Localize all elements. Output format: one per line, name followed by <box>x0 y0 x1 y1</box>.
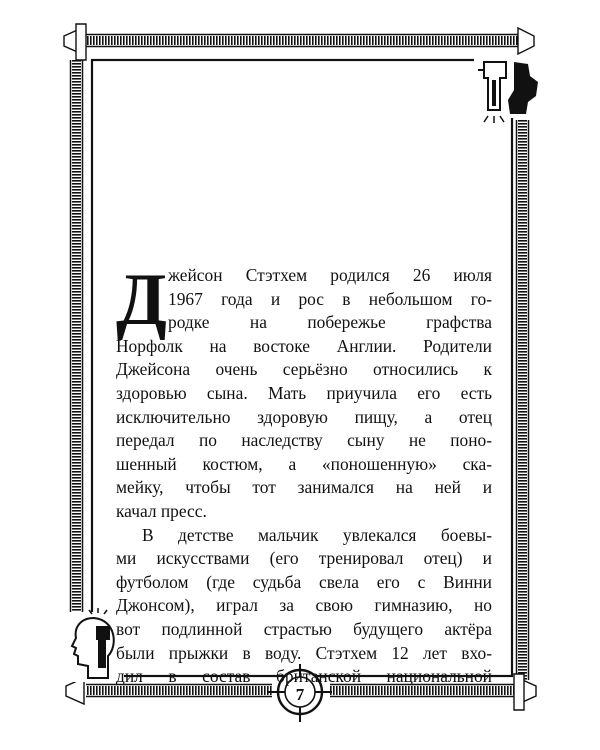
text-line: передал по наследству сыну не поно- <box>116 430 492 451</box>
page-number: 7 <box>295 685 305 704</box>
text-line: мейку, чтобы тот занимался на ней и <box>116 477 492 498</box>
text-line: исключительно здоровую пищу, а отец <box>116 406 492 427</box>
frame-ticks-left <box>71 60 83 620</box>
frame-ticks-top <box>86 35 518 47</box>
text-line: 1967 года и рос в небольшом го- <box>168 288 492 309</box>
text-line: шенный костюм, а «поношенную» ска- <box>116 453 492 474</box>
text-line: здоровью сына. Мать приучила его есть <box>116 382 492 403</box>
pistol-silhouette-icon <box>474 56 540 123</box>
text-line: Норфолк на востоке Англии. Родители <box>116 335 492 356</box>
text-line: родке на побережье графства <box>168 312 492 333</box>
body-text <box>116 259 492 689</box>
text-line: были прыжки в воду. Стэтхем 12 лет вхо- <box>116 642 492 663</box>
text-line: футболом (где судьба свела его с Винни <box>116 571 492 592</box>
text-line: дил в состав британской национальной <box>116 666 492 687</box>
corner-ornament-top-right <box>518 28 534 54</box>
text-line: качал пресс. <box>116 500 207 521</box>
text-line: жейсон Стэтхем родился 26 июля <box>168 265 492 285</box>
text-line: ми искусствами (его тренировал отец) и <box>116 548 492 569</box>
corner-ornament-top-left <box>64 24 86 60</box>
drop-cap: Д <box>116 259 167 341</box>
text-line: вот подлинной страстью будущего актёра <box>116 618 492 639</box>
paragraph-2 <box>116 524 492 689</box>
text-line: Джейсона очень серьёзно относились к <box>116 359 492 380</box>
text-line: Джонсом), играл за свою гимназию, но <box>116 595 492 616</box>
paragraph-1 <box>116 259 492 524</box>
text-line: В детстве мальчик увлекался боевы- <box>142 524 492 545</box>
frame-ticks-right <box>517 120 529 680</box>
